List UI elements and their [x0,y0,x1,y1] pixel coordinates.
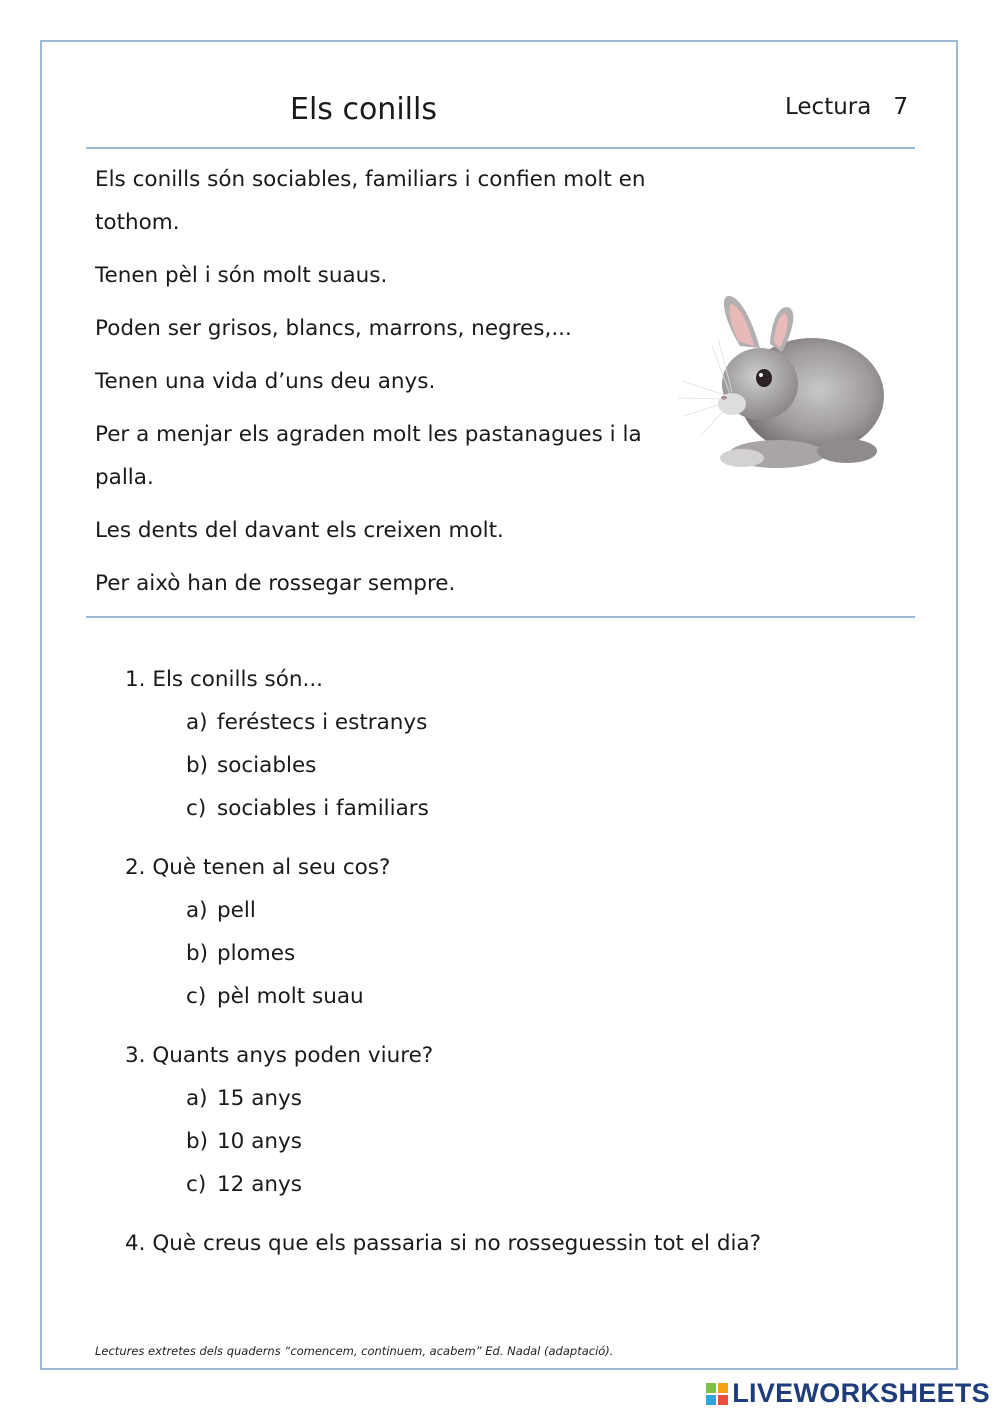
question-text [125,846,945,889]
option-text: sociables i familiars [217,796,429,821]
answer-option[interactable] [125,744,945,787]
lectura-number: 7 [893,94,908,120]
option-letter: b) [186,753,209,778]
option-text: pèl molt suau [217,984,364,1009]
answer-option[interactable] [125,1163,945,1206]
question-text [125,1222,945,1265]
answer-option[interactable] [125,975,945,1018]
option-text: 10 anys [217,1129,302,1154]
question-number: 4. [125,1231,146,1256]
source-credit: Lectures extretes dels quaderns “comencem, continuem, acabem” Ed. Nadal (adaptació). [95,1344,614,1358]
question-3 [125,1034,945,1206]
reading-paragraph: Tenen pèl i són molt suaus. [95,263,388,288]
option-text: 15 anys [217,1086,302,1111]
question-label: Els conills són... [152,667,323,692]
option-text: feréstecs i estranys [217,710,428,735]
brand-name: LIVEWORKSHEETS [732,1378,990,1408]
answer-option[interactable] [125,932,945,975]
option-text: sociables [217,753,317,778]
answer-option[interactable] [125,701,945,744]
divider-bottom [86,616,915,618]
question-label: Què creus que els passaria si no rosseguessin tot el dia? [152,1231,762,1256]
option-letter: b) [186,1129,209,1154]
option-text: plomes [217,941,296,966]
option-letter: a) [186,1086,208,1111]
reading-paragraph: Els conills són sociables, familiars i confien molt en tothom. [95,167,646,235]
lectura-label [785,94,908,120]
question-4 [125,1222,945,1265]
divider-top [86,147,915,149]
brand-logo[interactable] [706,1378,990,1409]
question-2 [125,846,945,1018]
option-letter: c) [186,1172,207,1197]
lectura-text: Lectura [785,94,872,120]
question-number: 1. [125,667,146,692]
reading-paragraph: Tenen una vida d’uns deu anys. [95,369,436,394]
reading-paragraph: Per a menjar els agraden molt les pastanagues i la palla. [95,422,642,490]
reading-text [95,158,655,615]
question-number: 3. [125,1043,146,1068]
question-number: 2. [125,855,146,880]
question-text [125,1034,945,1077]
answer-option[interactable] [125,1077,945,1120]
option-letter: c) [186,796,207,821]
question-label: Quants anys poden viure? [152,1043,434,1068]
liveworksheets-logo-icon [706,1383,728,1405]
reading-paragraph: Poden ser grisos, blancs, marrons, negres,... [95,316,572,341]
question-list [125,658,945,1281]
reading-paragraph: Les dents del davant els creixen molt. [95,518,504,543]
answer-option[interactable] [125,889,945,932]
option-letter: c) [186,984,207,1009]
option-text: 12 anys [217,1172,302,1197]
page-title: Els conills [290,92,437,127]
answer-option[interactable] [125,787,945,830]
option-letter: b) [186,941,209,966]
question-text [125,658,945,701]
option-text: pell [217,898,256,923]
reading-paragraph: Per això han de rossegar sempre. [95,571,456,596]
question-label: Què tenen al seu cos? [152,855,391,880]
answer-option[interactable] [125,1120,945,1163]
option-letter: a) [186,710,208,735]
option-letter: a) [186,898,208,923]
rabbit-image [672,286,892,476]
question-1 [125,658,945,830]
